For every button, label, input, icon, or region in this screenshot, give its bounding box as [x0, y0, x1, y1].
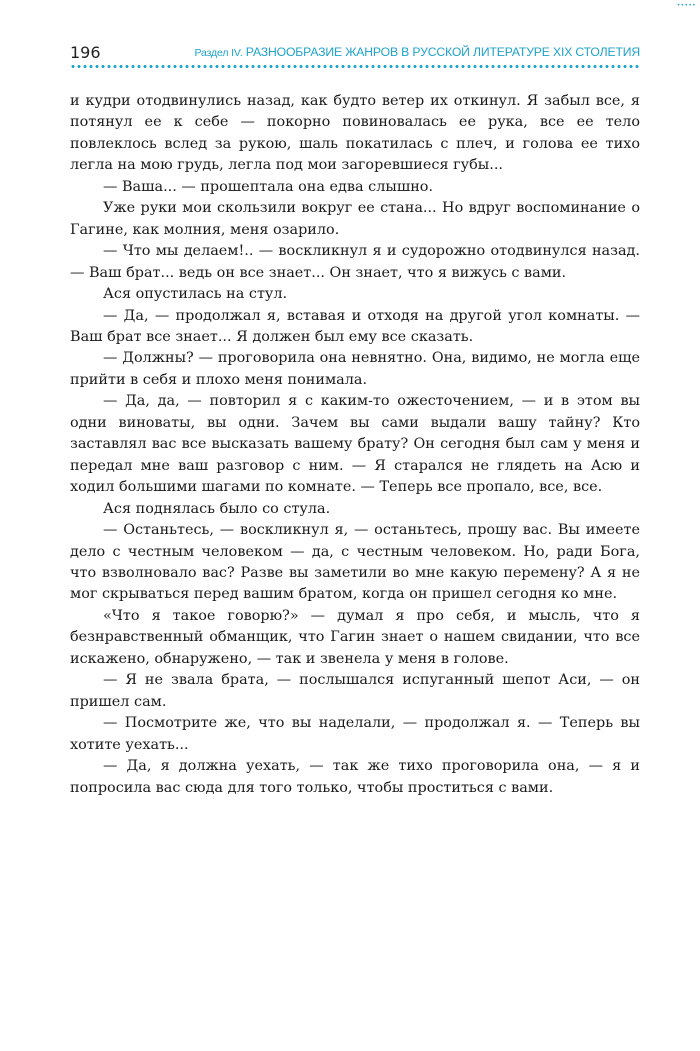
paragraph: Ася поднялась было со стула. — [103, 500, 331, 517]
paragraph: — Да, я должна уехать, — так же тихо проговорила она, — я и попросила вас сюда для того только, чтобы проститься с вами. — [70, 758, 640, 796]
page-header — [70, 42, 640, 76]
body-text — [70, 91, 640, 799]
paragraph: — Да, да, — повторил я с каким-то ожесточением, — и в этом вы одни виноваты, вы одни. Зачем вы сами выдали вашу тайну? Кто заставлял вас все высказать вашему брату? Он сегодня был сам у меня и передал мне ваш разговор с ним. — Я старался не глядеть на Асю и ходил большими шагами по комнате. — Теперь все пропало, все, все. — [70, 393, 640, 496]
section-label: Раздел IV. — [194, 47, 243, 59]
paragraph: — Я не звала брата, — послышался испуганный шепот Аси, — он пришел сам. — [70, 672, 640, 710]
corner-mark: ••••• — [676, 2, 696, 9]
paragraph: — Да, — продолжал я, вставая и отходя на другой угол комнаты. — Ваш брат все знает... Я должен был ему все сказать. — [70, 307, 640, 345]
running-head — [195, 45, 640, 59]
paragraph: — Что мы делаем!.. — воскликнул я и судорожно отодвинулся назад. — Ваш брат... ведь он все знает... Он знает, что я вижусь с вами. — [70, 243, 640, 281]
header-ornament-divider — [70, 64, 640, 69]
paragraph: Уже руки мои скользили вокруг ее стана... Но вдруг воспоминание о Гагине, как молния, меня озарило. — [70, 200, 640, 238]
section-title: РАЗНООБРАЗИЕ ЖАНРОВ В РУССКОЙ ЛИТЕРАТУРЕ XIX СТОЛЕТИЯ — [245, 45, 640, 59]
paragraph: — Должны? — проговорила она невнятно. Она, видимо, не могла еще прийти в себя и плохо меня понимала. — [70, 350, 640, 388]
paragraph: — Ваша... — прошептала она едва слышно. — [103, 178, 434, 195]
paragraph: Ася опустилась на стул. — [103, 286, 288, 303]
paragraph: — Останьтесь, — воскликнул я, — останьтесь, прошу вас. Вы имеете дело с честным человеком — да, с честным человеком. Но, ради Бога, что взволновало вас? Разве вы заметили во мне какую перемену? А я не мог скрываться перед вашим братом, когда он пришел сегодня ко мне. — [70, 522, 640, 603]
paragraph: и кудри отодвинулись назад, как будто ветер их откинул. Я забыл все, я потянул ее к себе — покорно повиновалась ее рука, все ее тело повлеклось вслед за рукою, шаль покатилась с плеч, и голова ее тихо легла на мою грудь, легла под мои загоревшиеся губы... — [70, 93, 640, 174]
paragraph: «Что я такое говорю?» — думал я про себя, и мысль, что я безнравственный обманщик, что Гагин знает о нашем свидании, что все искажено, обнаружено, — так и звенела у меня в голове. — [70, 607, 640, 667]
page-number: 196 — [70, 43, 101, 62]
paragraph: — Посмотрите же, что вы наделали, — продолжал я. — Теперь вы хотите уехать... — [70, 715, 640, 753]
